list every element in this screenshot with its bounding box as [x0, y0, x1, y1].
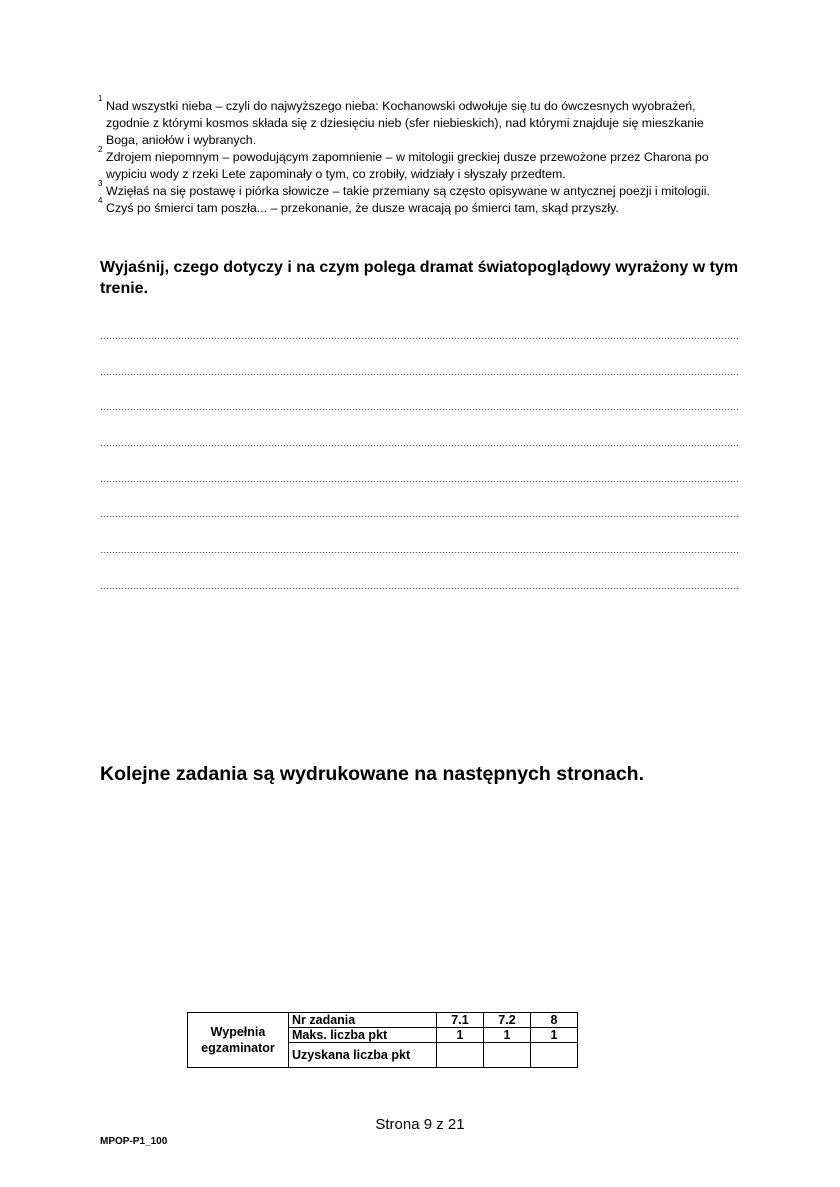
footnote-1	[98, 94, 738, 149]
footnote-separator: –	[212, 99, 226, 113]
document-code: MPOP-P1_100	[100, 1136, 168, 1147]
footnote-separator: –	[329, 184, 343, 198]
row-label-max: Maks. liczba pkt	[289, 1028, 437, 1043]
footnote-2	[98, 145, 738, 183]
footnote-3	[98, 179, 738, 200]
footnote-term: Nad wszystki nieba	[106, 99, 213, 113]
footnote-term: Czyś po śmierci tam poszła...	[106, 201, 268, 215]
footnote-separator: –	[218, 150, 233, 164]
answer-area[interactable]	[100, 327, 740, 613]
answer-line[interactable]	[100, 541, 740, 577]
max-points: 1	[531, 1028, 578, 1043]
row-label-obtained: Uzyskana liczba pkt	[289, 1043, 437, 1068]
next-tasks-notice: Kolejne zadania są wydrukowane na następnych stronach.	[100, 763, 644, 785]
page-number: Strona 9 z 21	[375, 1116, 465, 1133]
max-points: 1	[484, 1028, 531, 1043]
footnote-number: 1	[98, 94, 103, 103]
answer-line[interactable]	[100, 505, 740, 541]
footnote-text: przekonanie, że dusze wracają po śmierci tam, skąd przyszły.	[280, 201, 619, 215]
footnote-number: 2	[98, 145, 103, 154]
task-number: 8	[531, 1013, 578, 1028]
max-points: 1	[437, 1028, 484, 1043]
filler-label: Wypełnia egzaminator	[188, 1013, 289, 1068]
footnote-separator: –	[267, 201, 281, 215]
answer-line[interactable]	[100, 398, 740, 434]
footnote-text: takie przemiany są często opisywane w antycznej poezji i mitologii.	[342, 184, 710, 198]
obtained-points-cell[interactable]	[437, 1043, 484, 1068]
task-number: 7.1	[437, 1013, 484, 1028]
footnote-number: 4	[98, 196, 103, 205]
footnote-text: powodującym zapomnienie – w mitologii greckiej dusze przewożone przez Charona po wypiciu wody z rzeki Lete zapominały o tym, co zrobiły, widziały i słyszały przedtem.	[106, 150, 709, 181]
footnote-number: 3	[98, 179, 103, 188]
obtained-points-cell[interactable]	[531, 1043, 578, 1068]
answer-line[interactable]	[100, 327, 740, 363]
answer-line[interactable]	[100, 577, 740, 613]
footnote-4	[98, 196, 738, 217]
row-label-task: Nr zadania	[289, 1013, 437, 1028]
score-table	[187, 1012, 578, 1068]
footnote-text: czyli do najwyższego nieba: Kochanowski odwołuje się tu do ówczesnych wyobrażeń, zgodnie z którymi kosmos składa się z dziesięciu nieb (sfer niebieskich), nad którymi znajduje się mieszkanie Boga, aniołów i wybranych.	[106, 99, 704, 147]
answer-line[interactable]	[100, 434, 740, 470]
question-prompt: Wyjaśnij, czego dotyczy i na czym polega dramat światopoglądowy wyrażony w tym trenie.	[100, 259, 739, 297]
task-number: 7.2	[484, 1013, 531, 1028]
answer-line[interactable]	[100, 363, 740, 399]
obtained-points-cell[interactable]	[484, 1043, 531, 1068]
footnotes	[98, 94, 738, 217]
footnote-term: Wzięłaś na się postawę i piórka słowicze	[106, 184, 330, 198]
answer-line[interactable]	[100, 470, 740, 506]
footnote-term: Zdrojem niepomnym	[106, 150, 219, 164]
